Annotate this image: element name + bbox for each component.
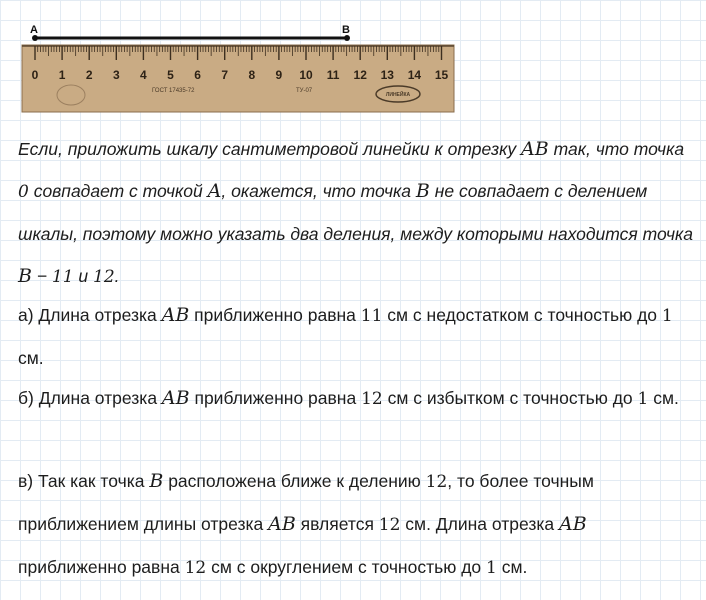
ruler-number: 7 (221, 68, 229, 82)
ruler-number: 6 (194, 68, 201, 82)
pa-text-3: см с недостатком с точностью до (382, 305, 662, 325)
pb-text-4: см. (648, 388, 679, 408)
p1-text-3: совпадает с точкой (28, 181, 208, 201)
number-1: 1 (637, 389, 649, 409)
number-11: 11 (51, 267, 74, 287)
segment-ab-symbol: AB (161, 304, 190, 326)
point-b-symbol: B (415, 180, 430, 202)
ruler-number: 15 (434, 68, 449, 82)
p1-text-6: − (31, 266, 52, 286)
pc-text-8: см. (496, 557, 528, 577)
ruler-badge-label: ЛИНЕЙКА (385, 92, 411, 98)
pc-text-6: приближенно равна (18, 557, 185, 577)
number-12: 12 (184, 558, 207, 578)
ruler-number: 11 (326, 68, 340, 82)
pa-text-1: а) Длина отрезка (18, 305, 162, 325)
pb-text-3: см с избытком с точностью до (382, 388, 638, 408)
ruler-number: 10 (299, 68, 313, 82)
number-1: 1 (486, 558, 497, 578)
segment-ab-symbol: AB (559, 513, 587, 535)
point-a-label: A (30, 24, 38, 36)
pc-text-7: см с округлением с точностью до (206, 557, 487, 577)
point-b-label: B (342, 24, 350, 36)
ruler-number: 14 (407, 68, 422, 82)
pc-text-4: является (295, 514, 379, 534)
number-11: 11 (360, 306, 383, 326)
ruler-number: 3 (112, 68, 120, 82)
ruler-marking: ГОСТ 17435-72 (152, 88, 195, 94)
p1-text-8: . (114, 266, 120, 286)
p1-text-7: и (73, 266, 94, 286)
ruler-figure (0, 0, 706, 120)
segment-ab-symbol: AB (268, 513, 296, 535)
number-12: 12 (93, 267, 115, 287)
pc-text-1: в) Так как точка (18, 471, 150, 491)
segment-ab-symbol: AB (521, 138, 549, 160)
point-b-symbol: B (149, 470, 164, 492)
ruler-number: 2 (85, 68, 93, 82)
pc-text-2: расположена ближе к делению (163, 471, 426, 491)
ruler-number: 4 (140, 68, 147, 82)
explanation-paragraph (18, 128, 698, 298)
ruler-number: 9 (275, 68, 283, 82)
ruler-number: 1 (58, 68, 66, 82)
answer-c-paragraph (18, 460, 698, 589)
pa-text-4: см. (18, 348, 44, 368)
point-a-symbol: A (207, 180, 222, 202)
point-b-symbol: B (18, 265, 32, 287)
number-12: 12 (378, 515, 401, 535)
zero-symbol: 0 (18, 182, 29, 202)
ruler-number: 13 (380, 68, 394, 82)
pa-text-2: приближенно равна (189, 305, 361, 325)
p1-text-4: , окажется, что точка (221, 181, 416, 201)
pc-text-3: , то более точным приближением длины отрезка (18, 471, 594, 534)
pb-text-2: приближенно равна (189, 388, 362, 408)
ruler-small-text: ТУ-07 (296, 88, 313, 94)
p1-text-1: Если, приложить шкалу сантиметровой линейки к отрезку (18, 139, 522, 159)
answer-b-paragraph (18, 377, 698, 420)
number-12: 12 (361, 389, 383, 409)
segment-ab-symbol: AB (161, 387, 190, 409)
p1-text-5: не совпадает с делением шкалы, поэтому можно указать два деления, между которыми находится точка (18, 181, 694, 244)
ruler-number: 0 (31, 68, 39, 82)
number-1: 1 (661, 306, 673, 326)
pb-text-1: б) Длина отрезка (18, 388, 162, 408)
ruler-number: 8 (248, 68, 256, 82)
answer-a-paragraph (18, 294, 698, 379)
p1-text-2: так, что точка (548, 139, 685, 159)
number-12: 12 (425, 472, 448, 492)
pc-text-5: см. Длина отрезка (400, 514, 560, 534)
ruler-number: 12 (353, 68, 367, 82)
ruler-number: 5 (167, 68, 174, 82)
